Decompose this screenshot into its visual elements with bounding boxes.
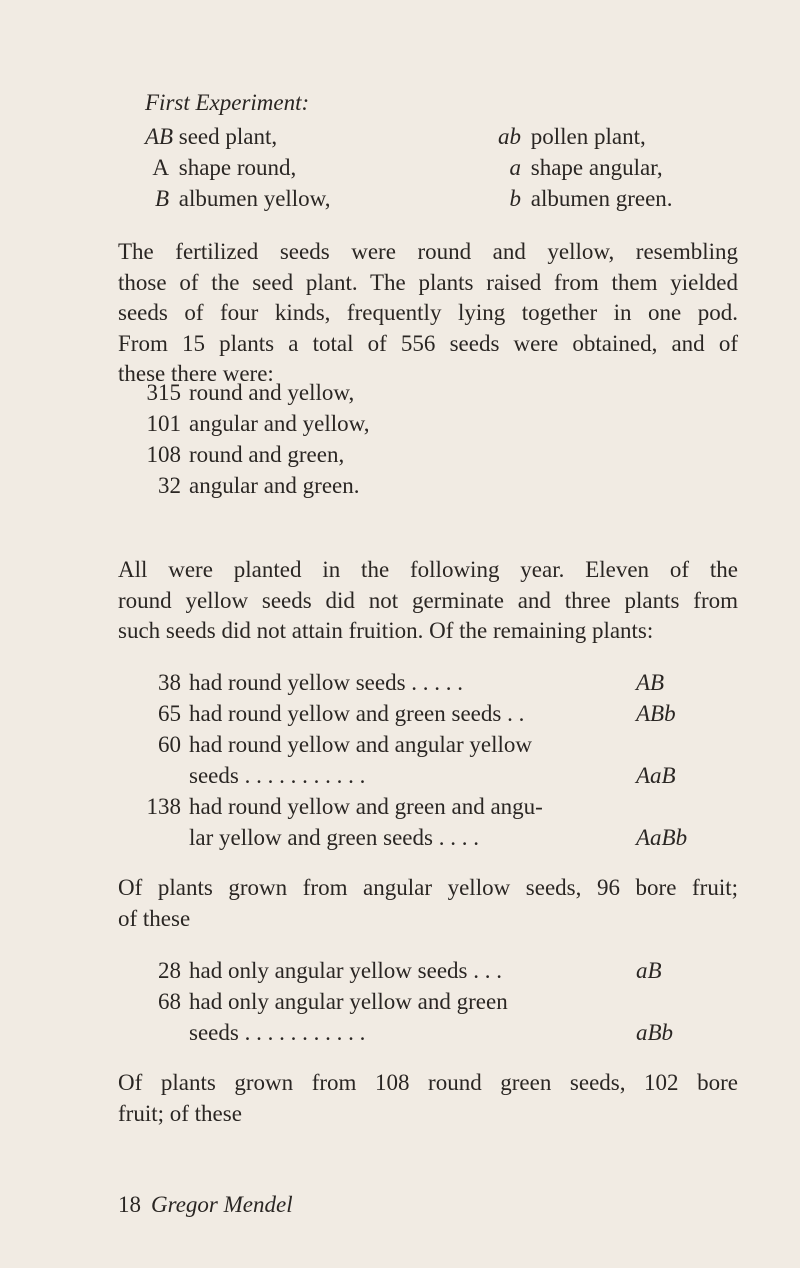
- description: seeds: [189, 1020, 239, 1045]
- description: had round yellow and green and angu-: [189, 794, 543, 819]
- description: had round yellow seeds: [189, 670, 406, 695]
- count: 65: [158, 701, 181, 726]
- count: 60: [158, 732, 181, 757]
- list-item: [145, 701, 524, 727]
- list-item: [145, 473, 360, 499]
- leader-dots: . .: [507, 701, 525, 726]
- text-line: seeds of four kinds, frequently lying together in one pod.: [118, 300, 738, 325]
- symbol: A: [152, 155, 169, 180]
- page-number: 18: [118, 1192, 141, 1217]
- genotype-code: aBb: [636, 1020, 674, 1045]
- genotype-code: aB: [636, 958, 662, 983]
- genotype-code: AaBb: [636, 825, 688, 850]
- genotype-code: AB: [636, 670, 665, 695]
- experiment-heading: First Experiment:: [145, 90, 310, 115]
- count: 38: [158, 670, 181, 695]
- description: angular and yellow,: [189, 411, 370, 436]
- count: 32: [158, 473, 181, 498]
- text-line: those of the seed plant. The plants raised from them yielded: [118, 269, 738, 295]
- paragraph-angular-yellow: [118, 873, 738, 934]
- running-title-author: Gregor Mendel: [151, 1192, 293, 1217]
- paragraph-round-green: [118, 1068, 738, 1129]
- description: round and yellow,: [189, 380, 355, 405]
- list-item-continuation: [189, 1020, 365, 1046]
- seed-shape-line: [145, 155, 475, 181]
- paragraph-fertilized-seeds: [118, 237, 738, 390]
- text-line: All were planted in the following year. Eleven of the: [118, 557, 738, 582]
- seed-albumen-line: [145, 186, 475, 212]
- page-footer: [118, 1192, 293, 1218]
- text-line: Of plants grown from angular yellow seeds, 96 bore fruit;: [118, 875, 738, 900]
- count: 108: [146, 442, 181, 467]
- description: shape round,: [178, 155, 297, 180]
- text-line: such seeds did not attain fruition. Of the remaining plants:: [118, 618, 654, 643]
- description: had only angular yellow and green: [189, 989, 508, 1014]
- count: 101: [146, 411, 181, 436]
- list-item: [145, 958, 502, 984]
- list-item: [145, 380, 354, 406]
- description: pollen plant,: [530, 124, 646, 149]
- description: albumen yellow,: [178, 186, 331, 211]
- leader-dots: . . .: [473, 958, 502, 983]
- list-item: [145, 411, 370, 437]
- description: round and green,: [189, 442, 345, 467]
- description: albumen green.: [530, 186, 673, 211]
- text-line: fruit; of these: [118, 1100, 242, 1126]
- text-line: of these: [118, 905, 191, 931]
- text-line: Of plants grown from 108 round green seeds, 102 bore: [118, 1070, 738, 1095]
- text-line: From 15 plants a total of 556 seeds were obtained, and of: [118, 330, 738, 356]
- symbol: ab: [498, 124, 521, 149]
- count: 68: [158, 989, 181, 1014]
- list-item: [145, 989, 508, 1015]
- leader-dots: . . . . . . . . . . .: [244, 763, 366, 788]
- list-item: [145, 442, 344, 468]
- pollen-shape-line: [497, 155, 777, 181]
- leader-dots: . . . . . . . . . . .: [244, 1020, 366, 1045]
- text-line: round yellow seeds did not germinate and three plants from: [118, 587, 738, 613]
- symbol: B: [154, 186, 169, 211]
- description: seed plant,: [178, 124, 278, 149]
- description: lar yellow and green seeds: [189, 825, 433, 850]
- list-item: [145, 794, 543, 820]
- paragraph-planted-following-year: [118, 555, 738, 647]
- symbol: AB: [145, 124, 174, 149]
- text-line: The fertilized seeds were round and yellow, resembling: [118, 239, 738, 264]
- count: 138: [146, 794, 181, 819]
- leader-dots: . . . . .: [411, 670, 464, 695]
- count: 315: [146, 380, 181, 405]
- list-item: [145, 670, 463, 696]
- list-item-continuation: [189, 825, 479, 851]
- pollen-albumen-line: [497, 186, 777, 212]
- description: had only angular yellow seeds: [189, 958, 468, 983]
- description: had round yellow and angular yellow: [189, 732, 532, 757]
- list-item-continuation: [189, 763, 365, 789]
- genotype-code: ABb: [636, 701, 676, 726]
- symbol: b: [509, 186, 521, 211]
- description: had round yellow and green seeds: [189, 701, 502, 726]
- description: seeds: [189, 763, 239, 788]
- count: 28: [158, 958, 181, 983]
- seed-plant-line: [145, 124, 475, 150]
- text-line: these there were:: [118, 361, 274, 386]
- description: shape angular,: [530, 155, 663, 180]
- leader-dots: . . . .: [438, 825, 479, 850]
- pollen-plant-line: [497, 124, 777, 150]
- genotype-code: AaB: [636, 763, 676, 788]
- list-item: [145, 732, 532, 758]
- symbol: a: [509, 155, 521, 180]
- description: angular and green.: [189, 473, 360, 498]
